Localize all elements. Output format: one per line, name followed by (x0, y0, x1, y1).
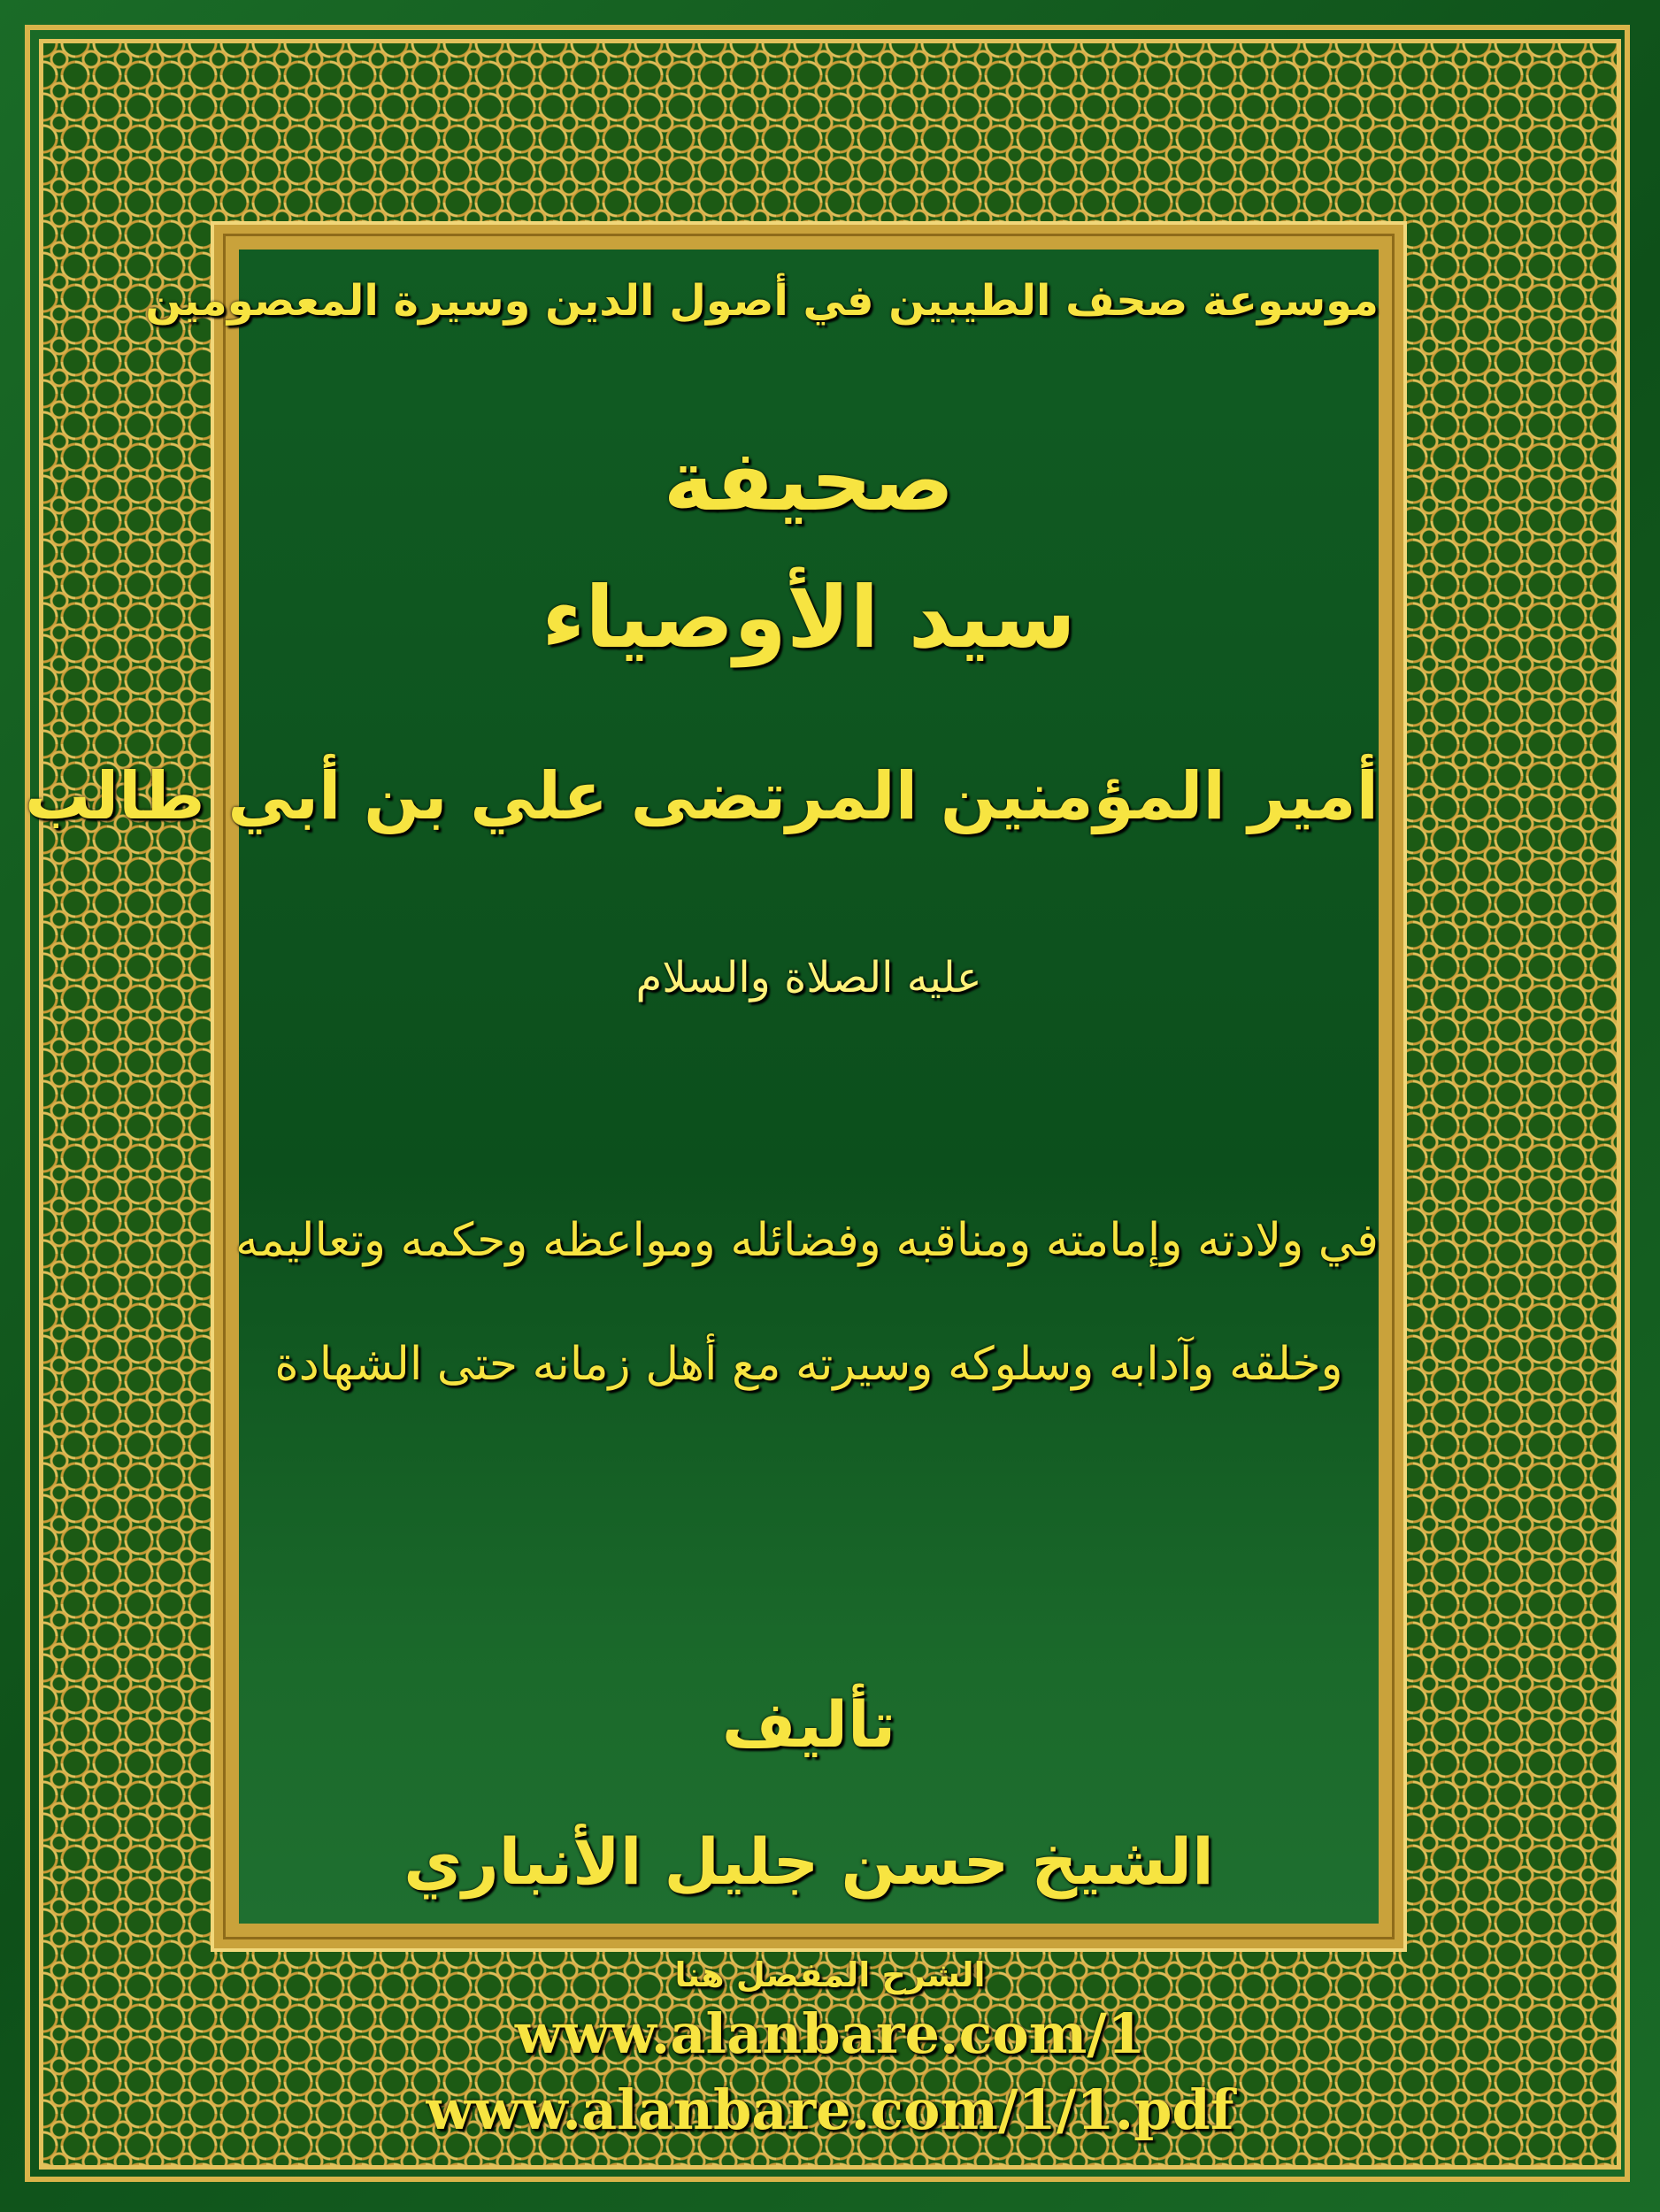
description-line1: في ولادته وإمامته ومناقبه وفضائله ومواعظه وحكمه وتعاليمه (234, 1214, 1379, 1267)
subject-name: أمير المؤمنين المرتضى علي بن أبي طالب (25, 758, 1379, 834)
title-panel (25, 250, 1379, 1924)
pdf-link[interactable]: www.alanbare.com/1/1.pdf (426, 2078, 1234, 2142)
description-line2: وخلقه وآدابه وسلوكه وسيرته مع أهل زمانه حتى الشهادة (274, 1338, 1343, 1391)
byline-label: تأليف (721, 1687, 896, 1762)
salutation: عليه الصلاة والسلام (635, 953, 982, 1002)
details-label: الشرح المفصل هنا (674, 1955, 986, 1994)
author-name: الشيخ حسن جليل الأنباري (403, 1824, 1214, 1899)
book-title-line2: سيد الأوصياء (542, 568, 1076, 667)
series-title: موسوعة صحف الطيبين في أصول الدين وسيرة المعصومين (145, 276, 1379, 326)
website-link[interactable]: www.alanbare.com/1 (514, 2001, 1146, 2066)
book-title-line1: صحيفة (663, 431, 955, 530)
